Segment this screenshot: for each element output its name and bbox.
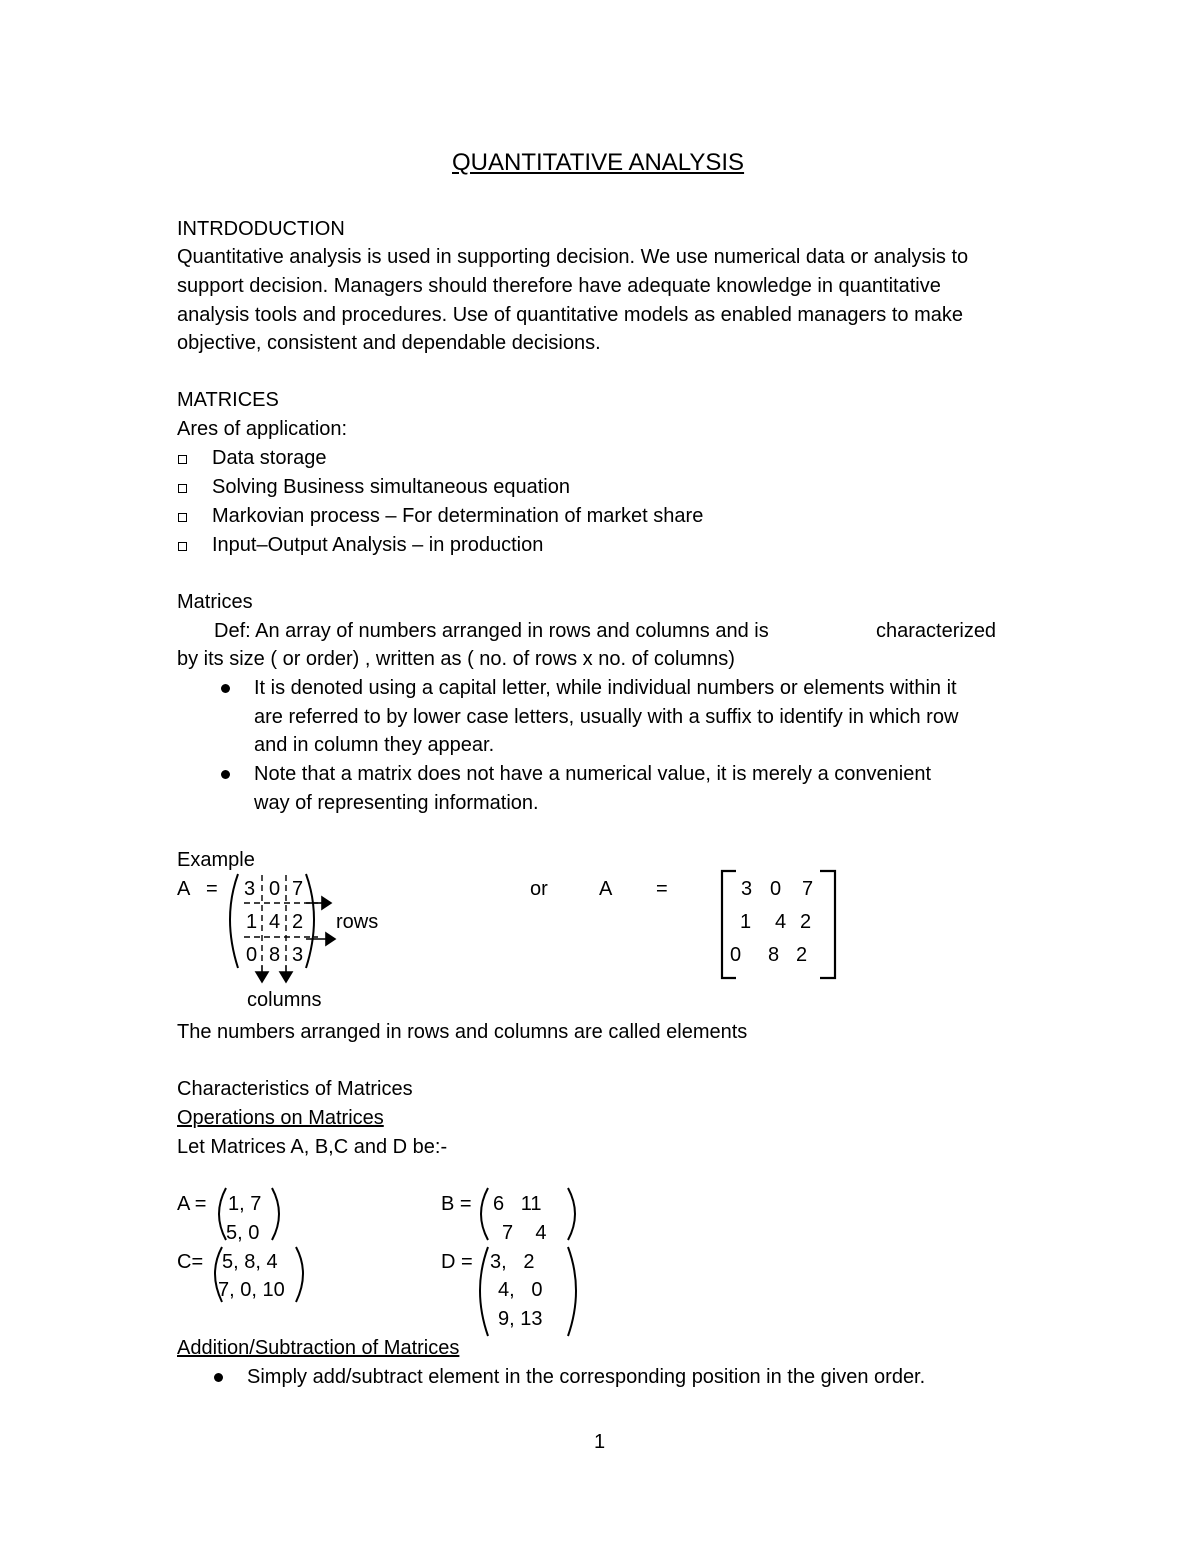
application-item: Input–Output Analysis – in production: [212, 534, 544, 556]
matrix-element: 3: [292, 944, 304, 966]
columns-label: columns: [247, 989, 322, 1011]
intro-line-4: objective, consistent and dependable decisions.: [177, 332, 601, 354]
matrix-c-row: 7, 0, 10: [218, 1279, 285, 1301]
matrix-c-row: 5, 8, 4: [222, 1251, 278, 1273]
matrix-element: 0: [770, 878, 782, 900]
definition-bullet-2-line-2: way of representing information.: [254, 792, 539, 814]
matrix-d-def-label: D =: [441, 1251, 473, 1273]
application-item: Markovian process – For determination of market share: [212, 505, 704, 527]
matrix-element: 8: [768, 944, 780, 966]
matrix-element: 7: [802, 878, 814, 900]
matrix-a-def-label: A =: [177, 1193, 207, 1215]
operations-heading: Operations on Matrices: [177, 1107, 384, 1129]
definition-line-1a: Def: An array of numbers arranged in rows and columns and is: [214, 620, 769, 642]
right-paren-icon: [272, 1188, 279, 1240]
arrow-right-icon: [322, 897, 331, 909]
characteristics-heading: Characteristics of Matrices: [177, 1078, 413, 1100]
matrix-element: 1: [246, 911, 258, 933]
matrix-a-label-alt: A: [599, 878, 613, 900]
let-matrices-line: Let Matrices A, B,C and D be:-: [177, 1136, 448, 1158]
matrix-d-row: 9, 13: [498, 1308, 543, 1330]
application-item: Solving Business simultaneous equation: [212, 476, 570, 498]
intro-line-2: support decision. Managers should therefore have adequate knowledge in quantitative: [177, 275, 941, 297]
matrix-d-row: 4, 0: [498, 1279, 543, 1301]
addition-bullet: Simply add/subtract element in the corresponding position in the given order.: [247, 1366, 926, 1388]
application-item: Data storage: [212, 447, 327, 469]
right-paren-icon: [568, 1188, 575, 1240]
arrow-down-icon: [256, 972, 268, 982]
bullet-icon: [214, 1373, 223, 1382]
equals-sign: =: [656, 878, 668, 900]
application-subheading: Ares of application:: [177, 418, 348, 440]
matrix-element: 8: [269, 944, 281, 966]
matrix-b-def-label: B =: [441, 1193, 472, 1215]
left-paren-icon: [481, 1188, 488, 1240]
matrix-element: 3: [741, 878, 753, 900]
definition-line-2: by its size ( or order) , written as ( no. of rows x no. of columns): [177, 648, 735, 670]
example-heading: Example: [177, 849, 255, 871]
definition-bullet-2-line-1: Note that a matrix does not have a numerical value, it is merely a convenient: [254, 763, 932, 785]
matrix-element: 4: [775, 911, 787, 933]
matrix-a-row: 5, 0: [226, 1222, 260, 1244]
matrix-element: 2: [292, 911, 304, 933]
matrix-element: 1: [740, 911, 752, 933]
intro-line-1: Quantitative analysis is used in supporting decision. We use numerical data or analysis to: [177, 246, 969, 268]
intro-heading: INTRDODUCTION: [177, 218, 345, 240]
right-paren-icon: [568, 1247, 576, 1336]
matrix-d-row: 3, 2: [490, 1251, 535, 1273]
rows-label: rows: [336, 911, 379, 933]
or-label: or: [530, 878, 548, 900]
matrix-b-row: 6 11: [493, 1193, 542, 1215]
matrix-a-row: 1, 7: [228, 1193, 262, 1215]
page-title: QUANTITATIVE ANALYSIS: [452, 149, 745, 176]
arrow-right-icon: [326, 933, 335, 945]
matrix-b-row: 7 4: [502, 1222, 547, 1244]
right-paren-icon: [306, 874, 314, 968]
page-number: 1: [594, 1431, 606, 1453]
matrix-element: 2: [800, 911, 812, 933]
definition-bullet-1-line-1: It is denoted using a capital letter, while individual numbers or elements within it: [254, 677, 957, 699]
definition-bullet-1-line-2: are referred to by lower case letters, usually with a suffix to identify in which row: [254, 706, 959, 728]
matrix-c-def-label: C=: [177, 1251, 204, 1273]
matrix-element: 3: [244, 878, 256, 900]
definition-line-1b: characterized: [876, 620, 997, 642]
equals-sign: =: [206, 878, 218, 900]
arrow-down-icon: [280, 972, 292, 982]
matrix-element: 7: [292, 878, 304, 900]
matrix-element: 0: [246, 944, 258, 966]
matrix-element: 2: [796, 944, 808, 966]
right-paren-icon: [296, 1247, 303, 1302]
definition-heading: Matrices: [177, 591, 253, 613]
definition-bullet-1-line-3: and in column they appear.: [254, 734, 495, 756]
left-paren-icon: [219, 1188, 226, 1240]
matrices-heading: MATRICES: [177, 389, 279, 411]
matrix-element: 4: [269, 911, 281, 933]
matrix-element: 0: [730, 944, 742, 966]
matrix-element: 0: [269, 878, 281, 900]
matrix-a-label: A: [177, 878, 191, 900]
addition-heading: Addition/Subtraction of Matrices: [177, 1337, 460, 1359]
left-paren-icon: [480, 1247, 488, 1336]
example-caption: The numbers arranged in rows and columns are called elements: [177, 1021, 748, 1043]
right-bracket-icon: [820, 871, 835, 978]
left-paren-icon: [230, 874, 238, 968]
intro-line-3: analysis tools and procedures. Use of quantitative models as enabled managers to make: [177, 304, 964, 326]
